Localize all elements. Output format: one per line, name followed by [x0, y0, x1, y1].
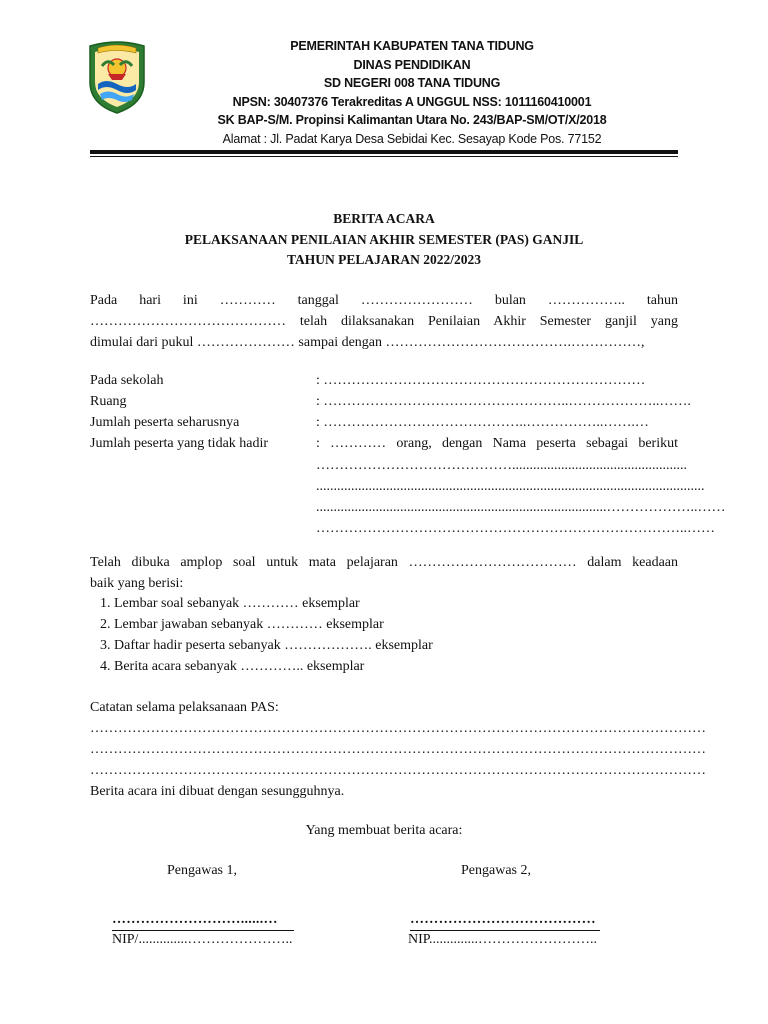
notes-line: …………………………………………………………………………………………………………………… [90, 763, 706, 778]
field-value: : ………… orang, dengan Nama peserta sebagai berikut [316, 436, 678, 451]
notes-section [90, 697, 706, 802]
supervisor-1-underline [112, 930, 294, 931]
supervisor-2-name: ………………………………… [410, 912, 596, 927]
envelope-line-1: Telah dibuka amplop soal untuk mata pelajaran ……………………………… dalam keadaan [90, 555, 678, 570]
envelope-paragraph [90, 552, 678, 594]
notes-label: Catatan selama pelaksanaan PAS: [90, 700, 279, 715]
title-line-3: TAHUN PELAJARAN 2022/2023 [286, 252, 481, 267]
field-label: Jumlah peserta seharusnya [90, 415, 240, 430]
supervisor-1-name: ………………………......… [112, 912, 278, 927]
supervisor-2-underline [410, 930, 600, 931]
list-item: 1. Lembar soal sebanyak ………… eksemplar [100, 596, 360, 611]
intro-line-3: dimulai dari pukul ………………… sampai dengan ………………………………….……………, [90, 335, 645, 350]
intro-paragraph [90, 290, 678, 353]
letterhead-address: Alamat : Jl. Padat Karya Desa Sebidai Kec. Sesayap Kode Pos. 77152 [222, 131, 602, 146]
absent-line: ……………………………………………………………………..…… [316, 521, 715, 536]
intro-line-2: …………………………………… telah dilaksanakan Penilaian Akhir Semester ganjil yang [90, 314, 678, 329]
absent-line: ............................................................................................................... [316, 479, 705, 494]
field-room [90, 391, 691, 412]
absent-line: …………………………………….................................................. [316, 458, 687, 473]
field-label: Jumlah peserta yang tidak hadir [90, 436, 269, 451]
supervisor-1-nip: NIP/..............………………….. [112, 932, 293, 947]
supervisor-2-title: Pengawas 2, [461, 863, 531, 878]
list-item: 2. Lembar jawaban sebanyak ………… eksemplar [100, 617, 384, 632]
field-value: : …………………………………………………………… [316, 373, 646, 388]
letterhead-government: PEMERINTAH KABUPATEN TANA TIDUNG [290, 39, 534, 53]
list-item: 4. Berita acara sebanyak ………….. eksemplar [100, 659, 365, 674]
regency-emblem-icon [84, 38, 150, 114]
notes-line: …………………………………………………………………………………………………………………… [90, 742, 706, 757]
field-label: Pada sekolah [90, 373, 164, 388]
envelope-items-list [100, 593, 433, 677]
supervisor-2-nip: NIP..............…………………….. [408, 932, 598, 947]
title-line-1: BERITA ACARA [333, 211, 435, 226]
field-expected-participants [90, 412, 678, 433]
letterhead [160, 37, 664, 149]
field-value: : ……………………………………………..………………..……. [316, 394, 691, 409]
absent-line: ...................................................................................………………..…… [316, 500, 726, 515]
intro-line-1: Pada hari ini ………… tanggal …………………… bulan …………….. tahun [90, 293, 678, 308]
field-value: : ……………………………………..……………..…….… [316, 415, 649, 430]
signature-heading: Yang membuat berita acara: [305, 823, 463, 838]
closing-statement: Berita acara ini dibuat dengan sesungguhnya. [90, 784, 345, 799]
absent-names-lines [316, 455, 726, 539]
letterhead-school: SD NEGERI 008 TANA TIDUNG [323, 76, 501, 91]
supervisor-1-title: Pengawas 1, [167, 863, 237, 878]
letterhead-npsn: NPSN: 30407376 Terakreditas A UNGGUL NSS: 1011160410001 [232, 94, 592, 109]
letterhead-rule-thick [90, 150, 678, 154]
field-label: Ruang [90, 394, 127, 409]
field-school [90, 370, 678, 391]
envelope-line-2: baik yang berisi: [90, 576, 184, 591]
letterhead-department: DINAS PENDIDIKAN [353, 57, 471, 72]
list-item: 3. Daftar hadir peserta sebanyak ………………. eksemplar [100, 638, 433, 653]
title-line-2: PELAKSANAAN PENILAIAN AKHIR SEMESTER (PAS) GANJIL [184, 231, 584, 247]
letterhead-sk: SK BAP-S/M. Propinsi Kalimantan Utara No. 243/BAP-SM/OT/X/2018 [217, 113, 607, 128]
notes-line: …………………………………………………………………………………………………………………… [90, 721, 706, 736]
letterhead-rule-thin [90, 156, 678, 157]
document-title [90, 209, 678, 271]
field-absent-participants [90, 433, 678, 454]
